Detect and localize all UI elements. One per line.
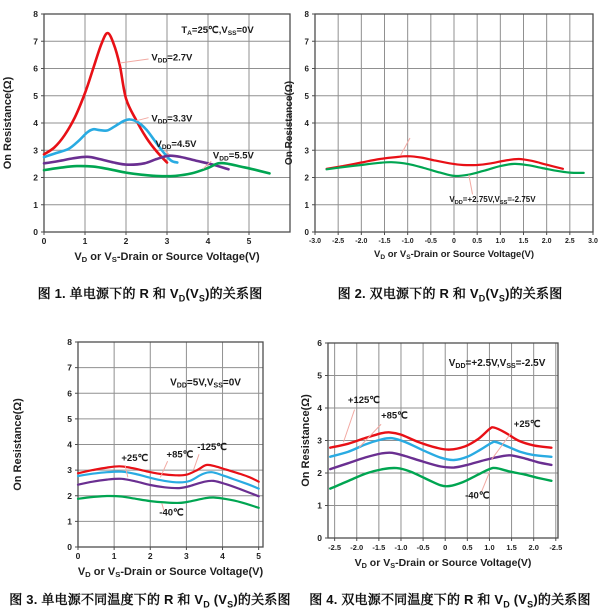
- x-tick-label: 2.0: [528, 543, 539, 552]
- x-tick-label: 2.5: [564, 238, 575, 245]
- y-tick-label: 0: [317, 533, 322, 543]
- y-tick-label: 7: [304, 37, 309, 47]
- y-tick-label: 0: [304, 228, 309, 237]
- y-tick-label: 7: [67, 362, 72, 373]
- x-axis-title: $V_D$ or $V_S$-Drain or Source Voltage(V): [374, 249, 534, 261]
- x-tick-label: 0: [443, 543, 448, 552]
- curve-label: $V_{DD}=3.3V$: [151, 113, 193, 126]
- y-tick-label: 6: [33, 63, 38, 74]
- curve--40℃: [330, 468, 551, 489]
- x-tick-label: 0: [452, 238, 456, 245]
- y-tick-label: 7: [33, 36, 38, 47]
- y-axis-title: On Resistance(Ω): [284, 80, 295, 166]
- y-tick-label: 1: [67, 516, 72, 527]
- curve-label: $V_{DD}=4.5V$: [155, 138, 197, 151]
- leader-line: [136, 118, 148, 121]
- y-axis-title: On Resistance(Ω): [2, 76, 14, 170]
- x-tick-label: 0: [75, 551, 81, 561]
- x-tick-label: -2.5: [549, 543, 563, 552]
- curve-label: $V_{DD}=5.5V$: [212, 150, 254, 163]
- x-tick-label: -0.5: [416, 543, 430, 552]
- y-tick-label: 2: [304, 173, 309, 183]
- leader-line: [343, 410, 354, 443]
- curve-label: -40℃: [159, 507, 184, 519]
- leader-line: [194, 454, 199, 469]
- y-tick-label: 6: [304, 64, 309, 74]
- x-axis-title: VD or VS-Drain or Source Voltage(V): [74, 251, 260, 264]
- figure-2-caption: 图 2. 双电源下的 R 和 $V_D(V_S)$的关系图: [337, 286, 563, 304]
- x-tick-label: 1.0: [495, 238, 506, 245]
- leader-line: [120, 59, 149, 63]
- x-tick-label: 0.5: [462, 543, 473, 552]
- figure-3-chart: [0, 310, 300, 586]
- curve-VDD=+2.75V red: [327, 156, 563, 169]
- curve-label: +85℃: [166, 449, 194, 461]
- y-tick-label: 6: [67, 388, 72, 399]
- x-tick-label: -2.0: [355, 238, 368, 245]
- x-axis-title: VD or VS-Drain or Source Voltage(V): [354, 557, 532, 570]
- y-tick-label: 3: [304, 146, 309, 156]
- y-tick-label: 3: [67, 465, 72, 476]
- leader-line: [401, 138, 410, 155]
- x-tick-label: 3.0: [588, 238, 598, 245]
- x-tick-label: 0.5: [472, 238, 483, 245]
- y-tick-label: 5: [67, 413, 72, 424]
- figure-3-caption: 图 3. 单电源不同温度下的 R 和 $V_D$ $(V_S)$的关系图: [9, 592, 291, 610]
- y-tick-label: 3: [317, 435, 322, 446]
- curve-label: -125℃: [197, 442, 227, 454]
- curve-label: -40℃: [465, 490, 490, 502]
- y-tick-label: 2: [67, 490, 72, 501]
- y-tick-label: 8: [33, 9, 38, 19]
- figure-4-chart: [300, 310, 600, 586]
- curve-VDD=2.7V: [44, 33, 167, 162]
- x-tick-label: 1.0: [484, 543, 495, 552]
- x-tick-label: -2.0: [350, 543, 364, 552]
- x-tick-label: 4: [220, 551, 225, 561]
- x-tick-label: 3: [184, 551, 189, 561]
- condition-annotation: $T_A=25℃,V_{SS}=0V$: [181, 25, 254, 38]
- x-tick-label: -2.5: [328, 543, 342, 552]
- x-axis-title: VD or VS-Drain or Source Voltage(V): [77, 566, 264, 579]
- y-tick-label: 1: [317, 500, 322, 511]
- x-tick-label: 2: [123, 236, 129, 246]
- leader-line: [359, 424, 381, 447]
- y-axis-title: On Resistance(Ω): [12, 398, 24, 491]
- y-tick-label: 5: [33, 90, 38, 101]
- y-tick-label: 4: [33, 118, 38, 128]
- y-axis-title: On Resistance(Ω): [300, 394, 312, 487]
- y-tick-label: 8: [67, 337, 72, 347]
- curve-label: +25℃: [513, 418, 541, 430]
- y-tick-label: 2: [33, 172, 38, 183]
- figure-3-chart-panel: [0, 310, 300, 586]
- leader-line: [481, 472, 489, 492]
- figure-1-caption: 图 1. 单电源下的 R 和 $V_D(V_S)$的关系图: [37, 286, 263, 304]
- x-tick-label: 4: [205, 236, 211, 246]
- figure-1-chart-panel: [0, 0, 300, 274]
- x-tick-label: 1.5: [506, 543, 517, 552]
- curve-label: +85℃: [381, 410, 408, 422]
- curve-VDD=5.5V: [44, 163, 270, 176]
- figure-2-chart: [280, 0, 600, 274]
- y-tick-label: 0: [33, 227, 38, 237]
- y-tick-label: 5: [317, 370, 322, 381]
- curve-label: +25℃: [121, 453, 149, 465]
- x-tick-label: 2: [147, 551, 153, 561]
- x-tick-label: -2.5: [332, 238, 345, 245]
- x-tick-label: 5: [246, 236, 252, 246]
- y-tick-label: 4: [317, 403, 322, 413]
- y-tick-label: 8: [304, 10, 309, 19]
- x-tick-label: -1.5: [378, 238, 391, 245]
- x-tick-label: -1.0: [401, 238, 414, 245]
- y-tick-label: 4: [67, 439, 72, 450]
- y-tick-label: 1: [304, 200, 309, 210]
- figure-2-chart-panel: [280, 0, 600, 274]
- y-tick-label: 3: [33, 145, 38, 156]
- curve-label: +125℃: [347, 395, 380, 407]
- y-tick-label: 4: [304, 119, 309, 128]
- curve--40℃: [78, 496, 259, 508]
- figure-4-chart-panel: [300, 310, 600, 586]
- x-tick-label: 3: [164, 236, 170, 246]
- figure-1-chart: [0, 0, 300, 274]
- y-tick-label: 6: [317, 338, 322, 348]
- x-tick-label: 1: [82, 236, 88, 246]
- x-tick-label: -3.0: [308, 238, 322, 245]
- x-tick-label: 1: [111, 551, 117, 561]
- y-tick-label: 1: [33, 199, 38, 210]
- y-tick-label: 2: [317, 468, 322, 478]
- x-tick-label: -1.5: [372, 543, 386, 552]
- x-tick-label: -1.0: [394, 543, 408, 552]
- x-tick-label: 5: [256, 551, 262, 561]
- curve-label: $V_{DD}=+2.75V,V_{SS}=-2.75V$: [449, 195, 536, 207]
- figure-4-caption: 图 4. 双电源不同温度下的 R 和 $V_D$ $(V_S)$的关系图: [309, 592, 591, 610]
- y-tick-label: 0: [67, 542, 72, 552]
- curve-+25℃: [330, 453, 551, 469]
- y-tick-label: 5: [304, 91, 309, 101]
- condition-annotation: $V_{DD}=+2.5V,V_{SS}=-2.5V$: [448, 357, 546, 370]
- x-tick-label: 1.5: [518, 238, 529, 245]
- x-tick-label: 0: [41, 236, 47, 246]
- x-tick-label: -0.5: [424, 238, 437, 245]
- curve-label: $V_{DD}=2.7V$: [151, 52, 193, 65]
- condition-annotation: $V_{DD}=5V,V_{SS}=0V$: [170, 377, 241, 390]
- x-tick-label: 2.0: [541, 238, 552, 245]
